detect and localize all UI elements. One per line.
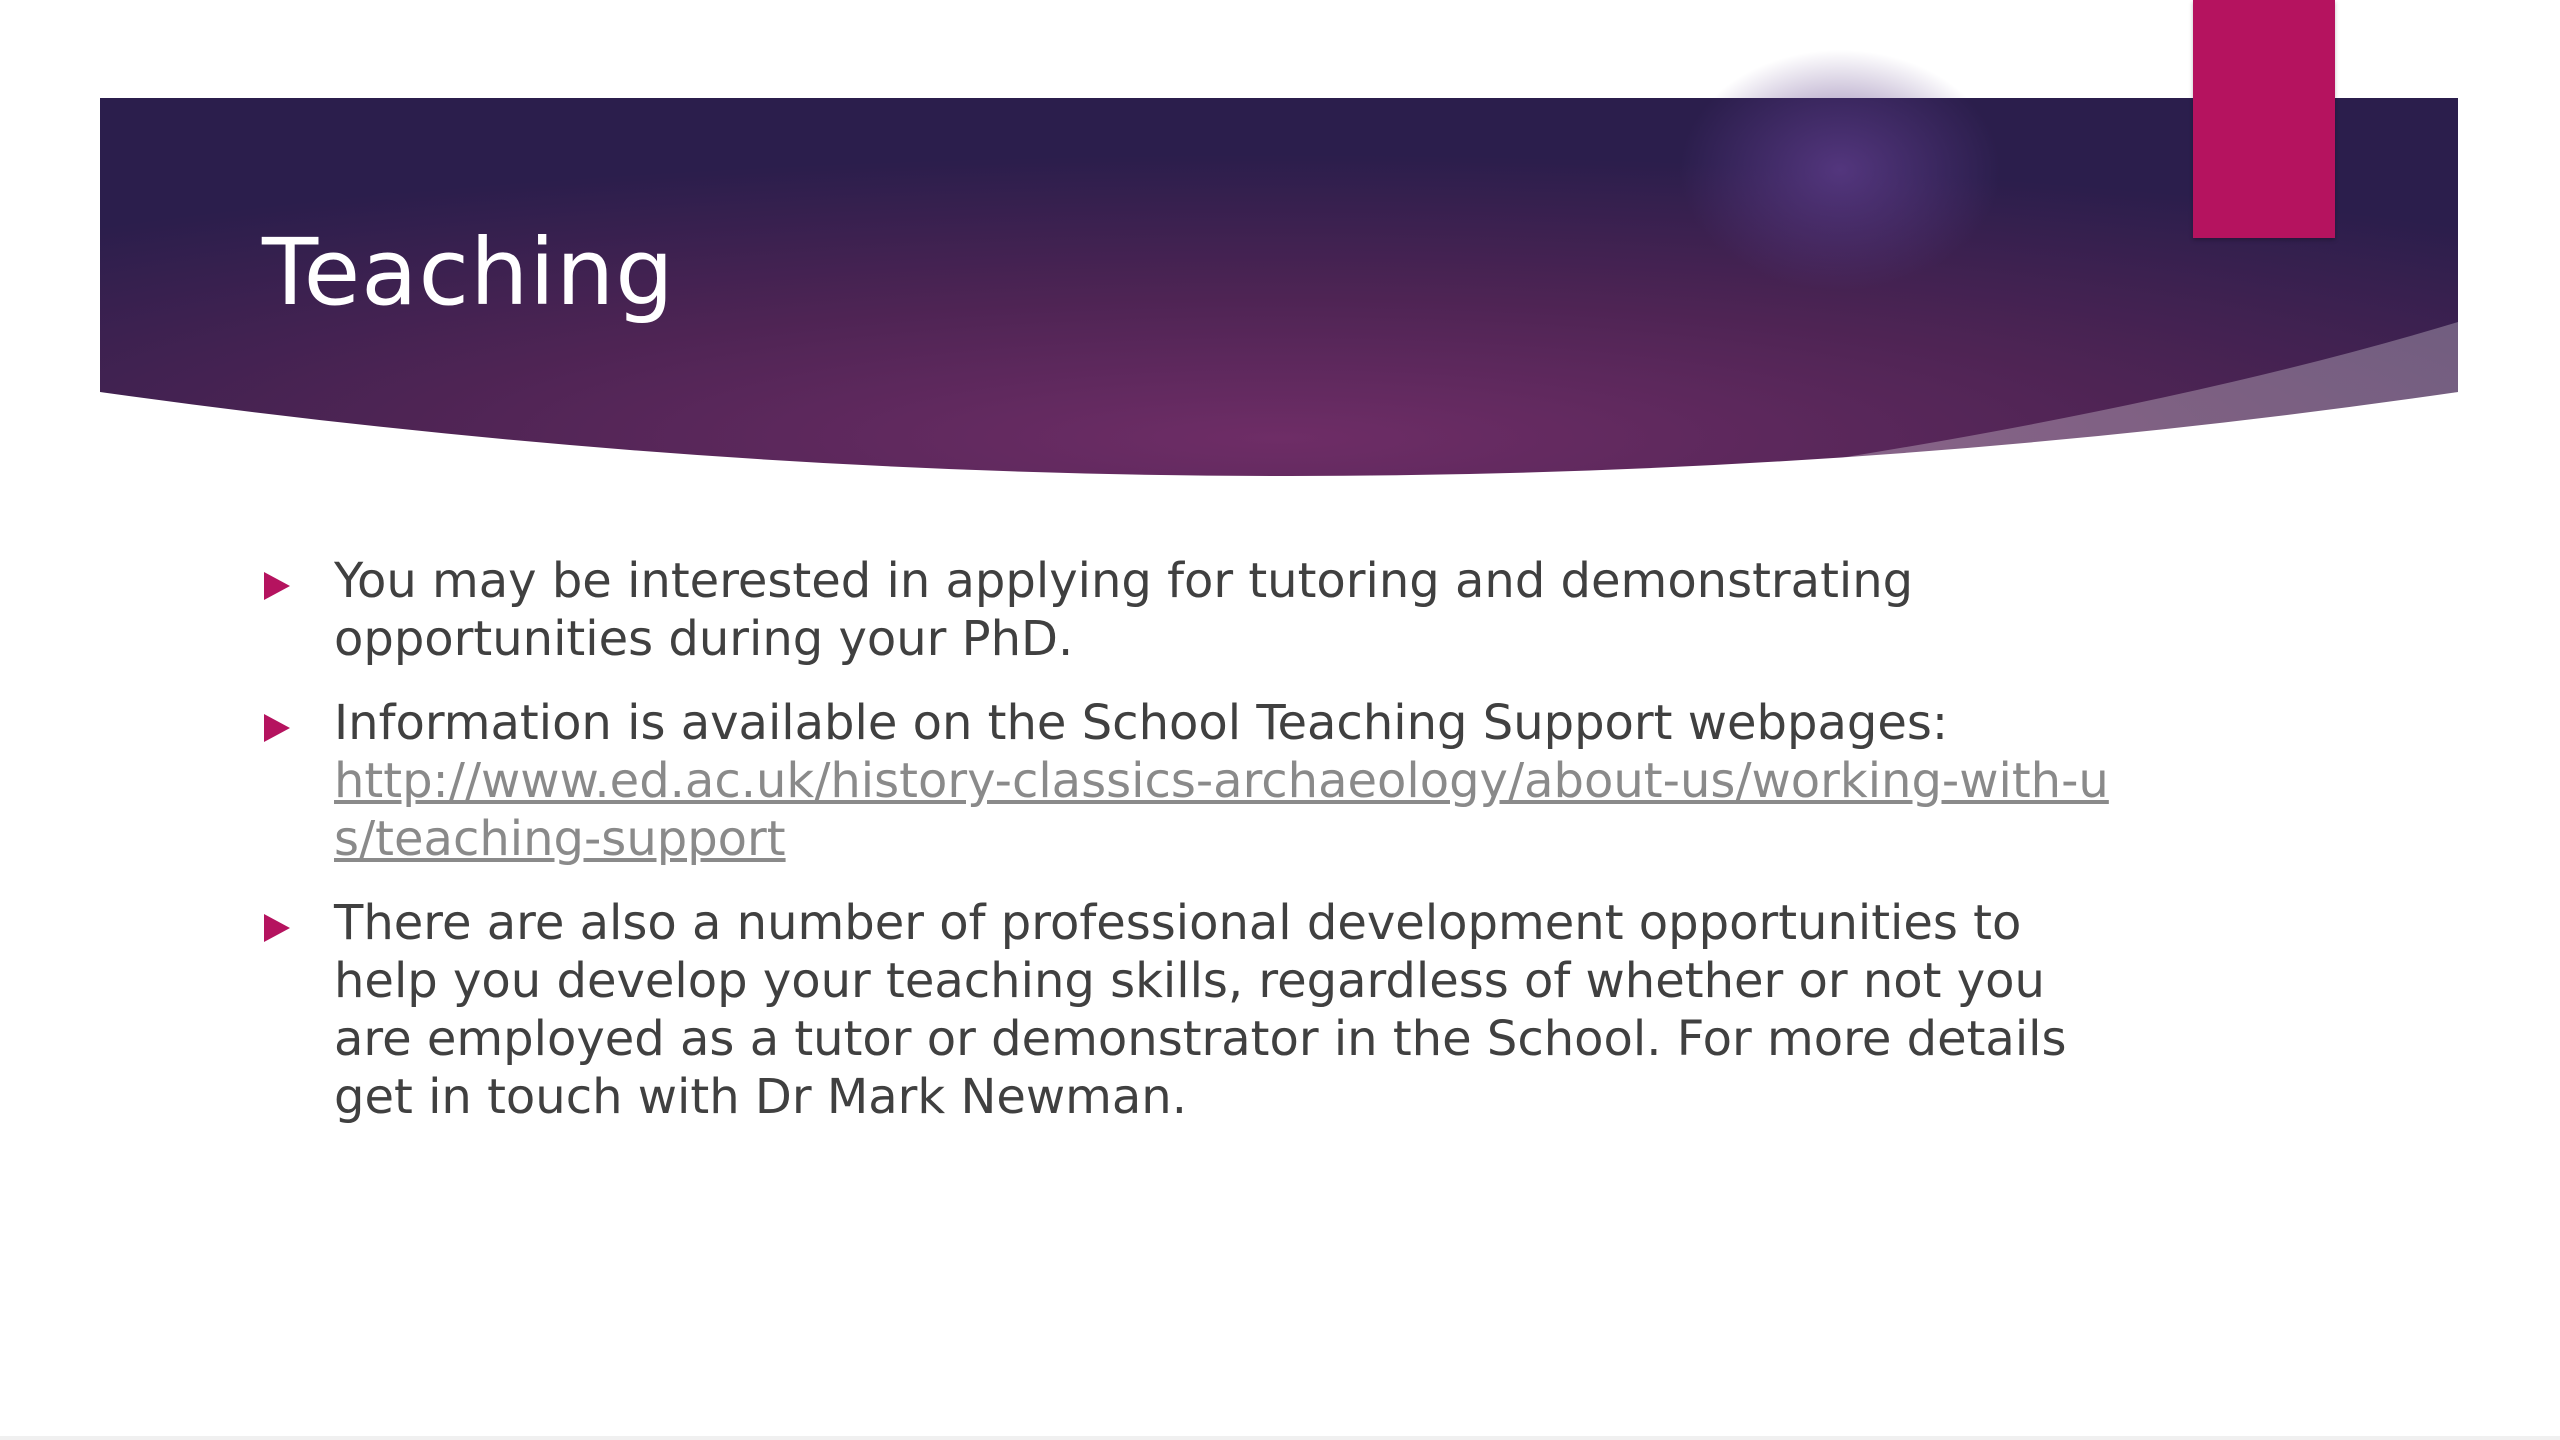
bullet-text: Information is available on the School Teaching Support webpages:: [334, 695, 1949, 751]
bullet-item: [262, 894, 2122, 1126]
bullet-item: [262, 552, 2122, 668]
accent-tab: [2193, 0, 2335, 238]
bullet-text: You may be interested in applying for tutoring and demonstrating opportunities during your PhD.: [334, 553, 1914, 667]
bullet-item: [262, 694, 2122, 868]
triangle-right-icon: [264, 914, 290, 942]
triangle-right-icon: [264, 572, 290, 600]
triangle-right-icon: [264, 714, 290, 742]
bullet-text: There are also a number of professional development opportunities to help you develop your teaching skills, regardless of whether or not you are employed as a tutor or demonstrator in the School. For more details get in touch with Dr Mark Newman.: [334, 895, 2067, 1125]
bottom-divider: [0, 1436, 2560, 1440]
bullet-list: [262, 552, 2122, 1152]
slide-title: Teaching: [262, 219, 675, 326]
teaching-support-link[interactable]: http://www.ed.ac.uk/history-classics-archaeology/about-us/working-with-us/teaching-support: [334, 753, 2109, 867]
banner-glow: [1680, 50, 2000, 290]
